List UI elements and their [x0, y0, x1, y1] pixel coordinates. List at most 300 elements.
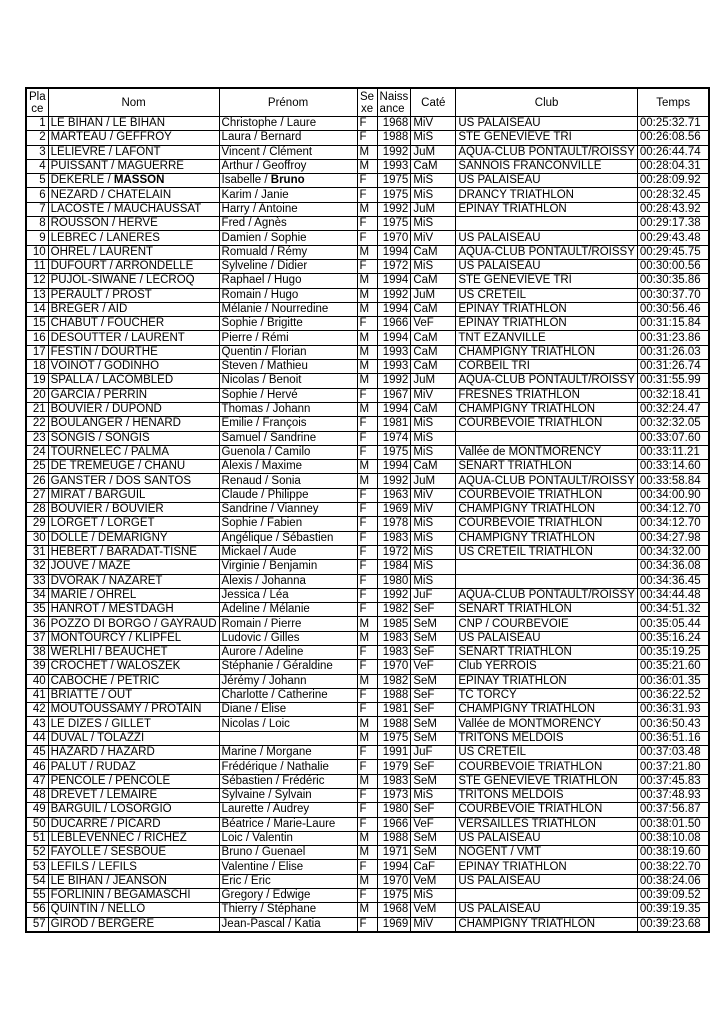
- cell-sexe: F: [357, 117, 377, 131]
- table-row: [26, 746, 709, 760]
- cell-prenom: Sandrine / Vianney: [219, 503, 357, 517]
- cell-nom: LE DIZES / GILLET: [48, 717, 219, 731]
- table-row: [26, 817, 709, 831]
- cell-place: 20: [26, 388, 48, 402]
- cell-categorie: MiS: [411, 531, 456, 545]
- cell-sexe: F: [357, 417, 377, 431]
- cell-sexe: F: [357, 788, 377, 802]
- table-row: [26, 331, 709, 345]
- cell-place: 54: [26, 874, 48, 888]
- table-row: [26, 688, 709, 702]
- cell-temps: 00:31:15.84: [637, 317, 709, 331]
- cell-sexe: F: [357, 517, 377, 531]
- cell-club: EPINAY TRIATHLON: [456, 674, 638, 688]
- cell-temps: 00:31:55.99: [637, 374, 709, 388]
- cell-temps: 00:29:45.75: [637, 245, 709, 259]
- cell-temps: 00:33:11.21: [637, 445, 709, 459]
- cell-categorie: CaM: [411, 245, 456, 259]
- cell-club: DRANCY TRIATHLON: [456, 188, 638, 202]
- cell-prenom: Sophie / Brigitte: [219, 317, 357, 331]
- header-sexe: Se xe: [357, 88, 377, 117]
- cell-prenom: Jessica / Léa: [219, 588, 357, 602]
- cell-prenom: Quentin / Florian: [219, 345, 357, 359]
- cell-temps: 00:37:45.83: [637, 774, 709, 788]
- cell-place: 9: [26, 231, 48, 245]
- cell-prenom: Diane / Elise: [219, 703, 357, 717]
- cell-temps: 00:34:36.08: [637, 560, 709, 574]
- cell-sexe: F: [357, 259, 377, 273]
- cell-categorie: MiV: [411, 503, 456, 517]
- table-row: [26, 245, 709, 259]
- cell-categorie: MiS: [411, 560, 456, 574]
- cell-place: 31: [26, 545, 48, 559]
- cell-club: US PALAISEAU: [456, 874, 638, 888]
- cell-nom: MONTOURCY / KLIPFEL: [48, 631, 219, 645]
- cell-sexe: M: [357, 731, 377, 745]
- cell-prenom: Renaud / Sonia: [219, 474, 357, 488]
- cell-temps: 00:38:22.70: [637, 860, 709, 874]
- cell-prenom: Angélique / Sébastien: [219, 531, 357, 545]
- cell-prenom: Virginie / Benjamin: [219, 560, 357, 574]
- cell-categorie: CaM: [411, 331, 456, 345]
- cell-categorie: VeF: [411, 817, 456, 831]
- cell-temps: 00:28:04.31: [637, 159, 709, 173]
- cell-place: 4: [26, 159, 48, 173]
- cell-annee: 1973: [377, 788, 411, 802]
- cell-sexe: F: [357, 560, 377, 574]
- cell-categorie: CaM: [411, 159, 456, 173]
- cell-sexe: F: [357, 545, 377, 559]
- cell-nom: FORLININ / BEGAMASCHI: [48, 889, 219, 903]
- cell-sexe: F: [357, 574, 377, 588]
- cell-nom: LACOSTE / MAUCHAUSSAT: [48, 202, 219, 216]
- cell-sexe: F: [357, 746, 377, 760]
- cell-categorie: MiS: [411, 217, 456, 231]
- cell-sexe: F: [357, 317, 377, 331]
- cell-place: 29: [26, 517, 48, 531]
- cell-place: 32: [26, 560, 48, 574]
- table-row: [26, 374, 709, 388]
- cell-categorie: SeM: [411, 717, 456, 731]
- cell-prenom: Mickael / Aude: [219, 545, 357, 559]
- cell-prenom: Samuel / Sandrine: [219, 431, 357, 445]
- cell-categorie: JuM: [411, 202, 456, 216]
- cell-nom: BOUVIER / DUPOND: [48, 402, 219, 416]
- cell-sexe: F: [357, 188, 377, 202]
- cell-nom: VOINOT / GODINHO: [48, 360, 219, 374]
- cell-club: SENART TRIATHLON: [456, 603, 638, 617]
- cell-club: CHAMPIGNY TRIATHLON: [456, 703, 638, 717]
- cell-sexe: M: [357, 774, 377, 788]
- cell-club: EPINAY TRIATHLON: [456, 317, 638, 331]
- cell-place: 43: [26, 717, 48, 731]
- cell-club: SENART TRIATHLON: [456, 460, 638, 474]
- cell-nom: CABOCHE / PETRIC: [48, 674, 219, 688]
- cell-categorie: CaM: [411, 345, 456, 359]
- cell-annee: 1994: [377, 274, 411, 288]
- cell-place: 51: [26, 831, 48, 845]
- cell-categorie: JuM: [411, 474, 456, 488]
- table-row: [26, 345, 709, 359]
- cell-nom: LORGET / LORGET: [48, 517, 219, 531]
- cell-annee: 1968: [377, 903, 411, 917]
- cell-annee: 1969: [377, 503, 411, 517]
- cell-sexe: F: [357, 388, 377, 402]
- cell-place: 7: [26, 202, 48, 216]
- cell-place: 57: [26, 917, 48, 932]
- cell-club: [456, 217, 638, 231]
- cell-nom: PENCOLE / PENCOLE: [48, 774, 219, 788]
- cell-annee: 1983: [377, 774, 411, 788]
- cell-club: US PALAISEAU: [456, 117, 638, 131]
- cell-club: AQUA-CLUB PONTAULT/ROISSY: [456, 374, 638, 388]
- cell-sexe: M: [357, 460, 377, 474]
- cell-place: 35: [26, 603, 48, 617]
- table-row: [26, 460, 709, 474]
- cell-prenom: Fred / Agnès: [219, 217, 357, 231]
- cell-annee: 1992: [377, 288, 411, 302]
- cell-annee: 1994: [377, 402, 411, 416]
- cell-categorie: SeM: [411, 731, 456, 745]
- cell-annee: 1975: [377, 445, 411, 459]
- cell-sexe: M: [357, 631, 377, 645]
- cell-place: 42: [26, 703, 48, 717]
- cell-place: 40: [26, 674, 48, 688]
- cell-nom: SPALLA / LACOMBLED: [48, 374, 219, 388]
- cell-place: 36: [26, 617, 48, 631]
- cell-sexe: M: [357, 288, 377, 302]
- cell-temps: 00:30:35.86: [637, 274, 709, 288]
- cell-nom: QUINTIN / NELLO: [48, 903, 219, 917]
- header-prenom: Prénom: [219, 88, 357, 117]
- cell-prenom: Gregory / Edwige: [219, 889, 357, 903]
- cell-nom: PUJOL-SIWANE / LECROQ: [48, 274, 219, 288]
- cell-sexe: F: [357, 531, 377, 545]
- cell-sexe: F: [357, 760, 377, 774]
- cell-prenom: Jean-Pascal / Katia: [219, 917, 357, 932]
- cell-sexe: M: [357, 874, 377, 888]
- cell-nom: BOUVIER / BOUVIER: [48, 503, 219, 517]
- cell-annee: 1994: [377, 331, 411, 345]
- cell-sexe: F: [357, 503, 377, 517]
- results-sheet: [25, 87, 710, 933]
- cell-club: SANNOIS FRANCONVILLE: [456, 159, 638, 173]
- cell-nom: PALUT / RUDAZ: [48, 760, 219, 774]
- cell-prenom: Vincent / Clément: [219, 145, 357, 159]
- cell-nom: CHABUT / FOUCHER: [48, 317, 219, 331]
- table-row: [26, 831, 709, 845]
- cell-sexe: M: [357, 302, 377, 316]
- cell-sexe: F: [357, 131, 377, 145]
- cell-sexe: F: [357, 703, 377, 717]
- cell-nom: DOLLE / DEMARIGNY: [48, 531, 219, 545]
- cell-place: 3: [26, 145, 48, 159]
- cell-annee: 1992: [377, 374, 411, 388]
- cell-categorie: MiV: [411, 117, 456, 131]
- cell-temps: 00:38:10.08: [637, 831, 709, 845]
- cell-sexe: F: [357, 588, 377, 602]
- cell-club: TRITONS MELDOIS: [456, 731, 638, 745]
- cell-sexe: F: [357, 603, 377, 617]
- cell-temps: 00:34:44.48: [637, 588, 709, 602]
- cell-prenom: Claude / Philippe: [219, 488, 357, 502]
- cell-nom: DUCARRE / PICARD: [48, 817, 219, 831]
- cell-nom: OHREL / LAURENT: [48, 245, 219, 259]
- cell-annee: 1988: [377, 131, 411, 145]
- cell-place: 13: [26, 288, 48, 302]
- table-row: [26, 545, 709, 559]
- cell-club: COURBEVOIE TRIATHLON: [456, 803, 638, 817]
- cell-annee: 1993: [377, 159, 411, 173]
- cell-temps: 00:33:07.60: [637, 431, 709, 445]
- cell-nom: FAYOLLE / SESBOUE: [48, 846, 219, 860]
- cell-prenom: Laurette / Audrey: [219, 803, 357, 817]
- cell-place: 26: [26, 474, 48, 488]
- header-club: Club: [456, 88, 638, 117]
- table-row: [26, 774, 709, 788]
- cell-temps: 00:34:27.98: [637, 531, 709, 545]
- table-row: [26, 217, 709, 231]
- cell-categorie: MiV: [411, 917, 456, 932]
- cell-categorie: MiS: [411, 517, 456, 531]
- cell-club: FRESNES TRIATHLON: [456, 388, 638, 402]
- cell-sexe: M: [357, 402, 377, 416]
- cell-nom: BOULANGER / HENARD: [48, 417, 219, 431]
- cell-temps: 00:36:31.93: [637, 703, 709, 717]
- cell-categorie: SeM: [411, 846, 456, 860]
- cell-prenom: Damien / Sophie: [219, 231, 357, 245]
- cell-prenom: Sophie / Hervé: [219, 388, 357, 402]
- cell-sexe: F: [357, 817, 377, 831]
- cell-annee: 1970: [377, 874, 411, 888]
- cell-annee: 1994: [377, 460, 411, 474]
- cell-annee: 1992: [377, 588, 411, 602]
- cell-categorie: VeM: [411, 903, 456, 917]
- cell-prenom: Arthur / Geoffroy: [219, 159, 357, 173]
- cell-categorie: MiS: [411, 788, 456, 802]
- cell-nom: CROCHET / WALOSZEK: [48, 660, 219, 674]
- cell-club: AQUA-CLUB PONTAULT/ROISSY: [456, 245, 638, 259]
- cell-nom: PERAULT / PROST: [48, 288, 219, 302]
- table-row: [26, 631, 709, 645]
- cell-place: 28: [26, 503, 48, 517]
- table-row: [26, 288, 709, 302]
- cell-place: 16: [26, 331, 48, 345]
- cell-temps: 00:34:51.32: [637, 603, 709, 617]
- cell-prenom: Eric / Eric: [219, 874, 357, 888]
- cell-prenom: Christophe / Laure: [219, 117, 357, 131]
- cell-place: 46: [26, 760, 48, 774]
- cell-categorie: MiV: [411, 488, 456, 502]
- cell-categorie: MiS: [411, 188, 456, 202]
- cell-annee: 1967: [377, 388, 411, 402]
- cell-nom: LE BIHAN / LE BIHAN: [48, 117, 219, 131]
- cell-annee: 1983: [377, 645, 411, 659]
- table-row: [26, 717, 709, 731]
- cell-prenom: Romuald / Rémy: [219, 245, 357, 259]
- cell-temps: 00:35:19.25: [637, 645, 709, 659]
- cell-club: US PALAISEAU: [456, 831, 638, 845]
- cell-temps: 00:32:32.05: [637, 417, 709, 431]
- cell-nom: HAZARD / HAZARD: [48, 746, 219, 760]
- cell-nom: WERLHI / BEAUCHET: [48, 645, 219, 659]
- cell-place: 47: [26, 774, 48, 788]
- cell-categorie: MiS: [411, 131, 456, 145]
- cell-nom: GIROD / BERGERE: [48, 917, 219, 932]
- table-row: [26, 117, 709, 131]
- cell-nom: HANROT / MESTDAGH: [48, 603, 219, 617]
- cell-nom: LEBREC / LANERES: [48, 231, 219, 245]
- cell-annee: 1983: [377, 531, 411, 545]
- cell-place: 30: [26, 531, 48, 545]
- cell-categorie: SeM: [411, 831, 456, 845]
- cell-nom: FESTIN / DOURTHE: [48, 345, 219, 359]
- cell-categorie: MiS: [411, 417, 456, 431]
- cell-annee: 1981: [377, 417, 411, 431]
- cell-sexe: M: [357, 717, 377, 731]
- cell-nom: GANSTER / DOS SANTOS: [48, 474, 219, 488]
- table-row: [26, 846, 709, 860]
- cell-temps: 00:28:43.92: [637, 202, 709, 216]
- cell-categorie: SeM: [411, 674, 456, 688]
- cell-place: 24: [26, 445, 48, 459]
- cell-prenom: Sylveline / Didier: [219, 259, 357, 273]
- cell-sexe: F: [357, 917, 377, 932]
- cell-temps: 00:37:56.87: [637, 803, 709, 817]
- cell-club: US CRETEIL: [456, 288, 638, 302]
- cell-annee: 1969: [377, 917, 411, 932]
- cell-annee: 1980: [377, 574, 411, 588]
- cell-categorie: SeM: [411, 617, 456, 631]
- cell-nom: HEBERT / BARADAT-TISNE: [48, 545, 219, 559]
- header-temps: Temps: [637, 88, 709, 117]
- table-row: [26, 474, 709, 488]
- cell-sexe: F: [357, 645, 377, 659]
- cell-annee: 1993: [377, 360, 411, 374]
- cell-temps: 00:31:23.86: [637, 331, 709, 345]
- cell-annee: 1975: [377, 889, 411, 903]
- cell-categorie: CaM: [411, 402, 456, 416]
- cell-categorie: CaM: [411, 274, 456, 288]
- cell-prenom: Marine / Morgane: [219, 746, 357, 760]
- cell-categorie: SeF: [411, 703, 456, 717]
- table-row: [26, 874, 709, 888]
- cell-prenom: Laura / Bernard: [219, 131, 357, 145]
- table-row: [26, 731, 709, 745]
- cell-temps: 00:36:50.43: [637, 717, 709, 731]
- cell-prenom: Stéphanie / Géraldine: [219, 660, 357, 674]
- cell-temps: 00:26:08.56: [637, 131, 709, 145]
- cell-annee: 1971: [377, 846, 411, 860]
- cell-nom: DVORAK / NAZARET: [48, 574, 219, 588]
- table-row: [26, 431, 709, 445]
- cell-categorie: CaM: [411, 302, 456, 316]
- table-row: [26, 645, 709, 659]
- cell-club: CHAMPIGNY TRIATHLON: [456, 503, 638, 517]
- cell-temps: 00:33:14.60: [637, 460, 709, 474]
- cell-club: VERSAILLES TRIATHLON: [456, 817, 638, 831]
- table-row: [26, 445, 709, 459]
- table-row: [26, 145, 709, 159]
- table-row: [26, 889, 709, 903]
- cell-place: 50: [26, 817, 48, 831]
- cell-categorie: JuM: [411, 374, 456, 388]
- cell-prenom: Valentine / Elise: [219, 860, 357, 874]
- cell-categorie: SeF: [411, 645, 456, 659]
- cell-annee: 1966: [377, 317, 411, 331]
- cell-temps: 00:34:00.90: [637, 488, 709, 502]
- cell-categorie: SeF: [411, 803, 456, 817]
- cell-nom: MIRAT / BARGUIL: [48, 488, 219, 502]
- cell-place: 49: [26, 803, 48, 817]
- cell-club: COURBEVOIE TRIATHLON: [456, 488, 638, 502]
- cell-nom: MARTEAU / GEFFROY: [48, 131, 219, 145]
- cell-place: 23: [26, 431, 48, 445]
- table-row: [26, 388, 709, 402]
- cell-categorie: JuM: [411, 145, 456, 159]
- cell-sexe: M: [357, 474, 377, 488]
- cell-club: AQUA-CLUB PONTAULT/ROISSY: [456, 145, 638, 159]
- cell-sexe: M: [357, 274, 377, 288]
- cell-prenom: Karim / Janie: [219, 188, 357, 202]
- cell-categorie: CaF: [411, 860, 456, 874]
- cell-place: 17: [26, 345, 48, 359]
- cell-nom: MARIE / OHREL: [48, 588, 219, 602]
- cell-prenom: Alexis / Maxime: [219, 460, 357, 474]
- cell-annee: 1982: [377, 603, 411, 617]
- cell-sexe: F: [357, 860, 377, 874]
- cell-annee: 1988: [377, 831, 411, 845]
- cell-sexe: M: [357, 831, 377, 845]
- cell-prenom: Ludovic / Gilles: [219, 631, 357, 645]
- table-row: [26, 402, 709, 416]
- table-row: [26, 760, 709, 774]
- table-row: [26, 531, 709, 545]
- cell-club: CHAMPIGNY TRIATHLON: [456, 531, 638, 545]
- cell-place: 25: [26, 460, 48, 474]
- cell-annee: 1972: [377, 259, 411, 273]
- cell-nom: BARGUIL / LOSORGIO: [48, 803, 219, 817]
- cell-categorie: SeF: [411, 603, 456, 617]
- cell-temps: 00:34:12.70: [637, 503, 709, 517]
- cell-annee: 1966: [377, 817, 411, 831]
- cell-club: Club YERROIS: [456, 660, 638, 674]
- cell-annee: 1972: [377, 545, 411, 559]
- cell-categorie: MiV: [411, 388, 456, 402]
- cell-place: 34: [26, 588, 48, 602]
- cell-nom: LEBLEVENNEC / RICHEZ: [48, 831, 219, 845]
- cell-prenom: Thierry / Stéphane: [219, 903, 357, 917]
- cell-prenom: [219, 731, 357, 745]
- cell-prenom: Frédérique / Nathalie: [219, 760, 357, 774]
- table-row: [26, 674, 709, 688]
- cell-club: CHAMPIGNY TRIATHLON: [456, 345, 638, 359]
- cell-categorie: MiS: [411, 574, 456, 588]
- cell-place: 39: [26, 660, 48, 674]
- cell-place: 15: [26, 317, 48, 331]
- cell-temps: 00:39:23.68: [637, 917, 709, 932]
- cell-categorie: MiS: [411, 445, 456, 459]
- cell-prenom: Nicolas / Benoit: [219, 374, 357, 388]
- cell-club: [456, 431, 638, 445]
- cell-place: 37: [26, 631, 48, 645]
- table-row: [26, 588, 709, 602]
- cell-sexe: M: [357, 903, 377, 917]
- cell-temps: 00:32:18.41: [637, 388, 709, 402]
- cell-place: 21: [26, 402, 48, 416]
- cell-sexe: F: [357, 660, 377, 674]
- cell-categorie: MiS: [411, 431, 456, 445]
